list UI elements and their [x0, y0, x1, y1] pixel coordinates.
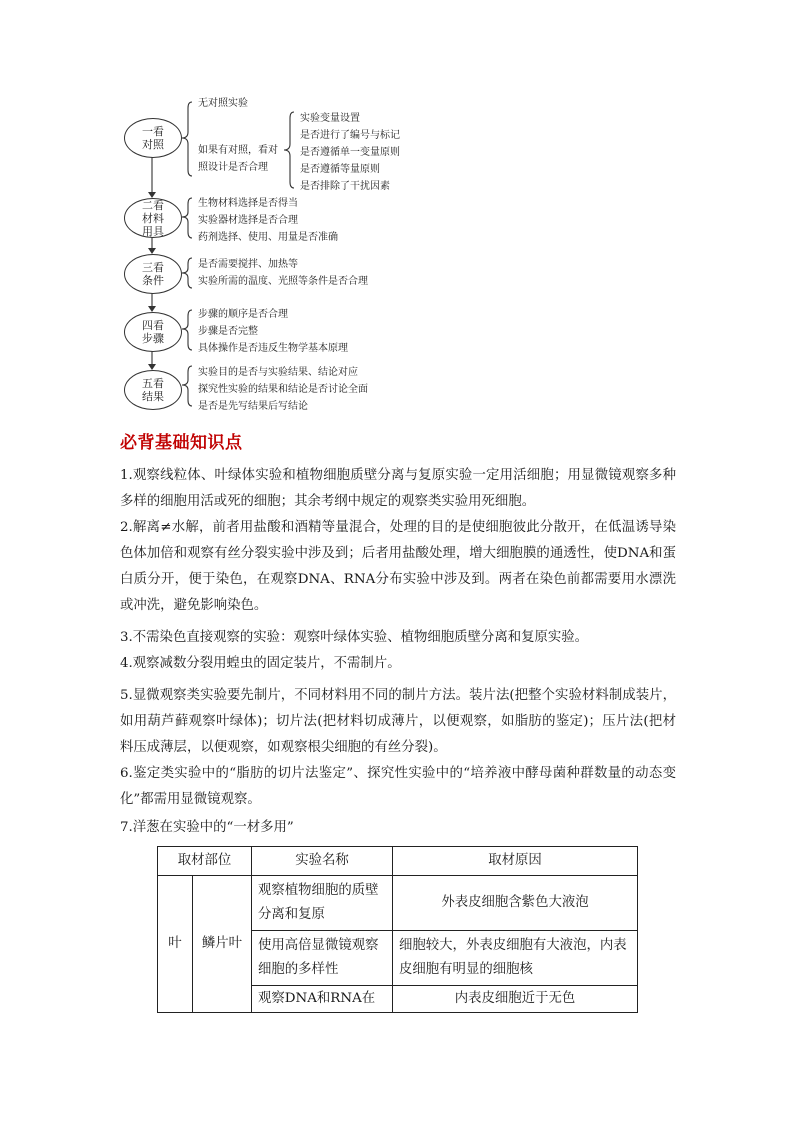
- paragraph-1: 1.观察线粒体、叶绿体实验和植物细胞质壁分离与复原实验一定用活细胞；用显微镜观察多种多样的细胞用活或死的细胞；其余考纲中规定的观察类实验用死细胞。: [120, 468, 676, 509]
- part-major-cell: 叶: [158, 876, 193, 1013]
- step1-no-control: 无对照实验: [198, 98, 248, 109]
- step3-item: 是否需要搅拌、加热等: [198, 259, 298, 270]
- section-title: 必背基础知识点: [120, 433, 243, 453]
- step1-sub-item: 是否遵循单一变量原则: [300, 147, 400, 158]
- step1-with-control-line1: 如果有对照，看对: [198, 145, 278, 156]
- step-oval-2: 二看材料用具: [124, 198, 182, 238]
- paragraph-2: 2.解离≠水解，前者用盐酸和酒精等量混合，处理的目的是使细胞彼此分散开，在低温诱导染色体加倍和观察有丝分裂实验中涉及到；后者用盐酸处理，增大细胞膜的通透性，使DNA和蛋白质分开，便于染色，在观察DNA、RNA分布实验中涉及到。两者在染色前都需要用水漂洗或冲洗，避免影响染色。: [120, 520, 676, 613]
- part-minor-cell: 鳞片叶: [193, 876, 252, 1013]
- step4-item: 步骤是否完整: [198, 326, 258, 337]
- step4-item: 具体操作是否违反生物学基本原理: [198, 343, 348, 354]
- table-row: [158, 876, 638, 931]
- brace: [182, 102, 192, 176]
- header-part: 取材部位: [158, 847, 252, 876]
- step5-item: 探究性实验的结果和结论是否讨论全面: [198, 384, 368, 395]
- paragraph-5: 5.显微观察类实验要先制片，不同材料用不同的制片方法。装片法(把整个实验材料制成装片，如用葫芦藓观察叶绿体)；切片法(把材料切成薄片，以便观察，如脂肪的鉴定)；压片法(把材料压成薄层，以便观察，如观察根尖细胞的有丝分裂)。: [120, 688, 676, 755]
- paragraph-3: 3.不需染色直接观察的实验：观察叶绿体实验、植物细胞质壁分离和复原实验。: [120, 630, 589, 645]
- reason-cell: 细胞较大，外表皮细胞有大液泡，内表皮细胞有明显的细胞核: [393, 931, 638, 986]
- experiment-name-cell: 观察植物细胞的质壁分离和复原: [252, 876, 393, 931]
- step2-item: 生物材料选择是否得当: [198, 198, 298, 209]
- step1-sub-item: 实验变量设置: [300, 113, 360, 124]
- header-name: 实验名称: [252, 847, 393, 876]
- brace: [182, 366, 192, 406]
- paragraph-7: 7.洋葱在实验中的“一材多用”: [120, 820, 294, 835]
- step2-item: 药剂选择、使用、用量是否准确: [198, 232, 338, 243]
- step2-item: 实验器材选择是否合理: [198, 215, 298, 226]
- step1-sub-item: 是否进行了编号与标记: [300, 130, 400, 141]
- reason-cell: 内表皮细胞近于无色: [393, 986, 638, 1013]
- step3-item: 实验所需的温度、光照等条件是否合理: [198, 276, 368, 287]
- onion-experiments-table: [157, 846, 638, 1013]
- step-oval-1: 一看对照: [124, 118, 182, 158]
- step4-item: 步骤的顺序是否合理: [198, 309, 288, 320]
- experiment-name-cell: 观察DNA和RNA在: [252, 986, 393, 1013]
- step5-item: 实验目的是否与实验结果、结论对应: [198, 367, 358, 378]
- step-oval-4: 四看步骤: [124, 312, 182, 352]
- brace: [182, 258, 192, 288]
- brace: [182, 198, 192, 238]
- step-oval-5: 五看结果: [124, 370, 182, 410]
- paragraph-4: 4.观察减数分裂用蝗虫的固定装片，不需制片。: [120, 656, 401, 671]
- brace: [284, 112, 294, 188]
- brace: [182, 310, 192, 350]
- header-reason: 取材原因: [393, 847, 638, 876]
- step5-item: 是否是先写结果后写结论: [198, 401, 308, 412]
- step1-sub-item: 是否排除了干扰因素: [300, 181, 390, 192]
- paragraph-6: 6.鉴定类实验中的“脂肪的切片法鉴定”、探究性实验中的“培养液中酵母菌种群数量的动态变化”都需用显微镜观察。: [120, 766, 676, 807]
- step-oval-3: 三看条件: [124, 254, 182, 294]
- experiment-evaluation-diagram: [118, 92, 438, 422]
- table-header-row: [158, 847, 638, 876]
- step1-with-control-line2: 照设计是否合理: [198, 162, 268, 173]
- experiment-name-cell: 使用高倍显微镜观察细胞的多样性: [252, 931, 393, 986]
- step1-sub-item: 是否遵循等量原则: [300, 164, 380, 175]
- reason-cell: 外表皮细胞含紫色大液泡: [393, 876, 638, 931]
